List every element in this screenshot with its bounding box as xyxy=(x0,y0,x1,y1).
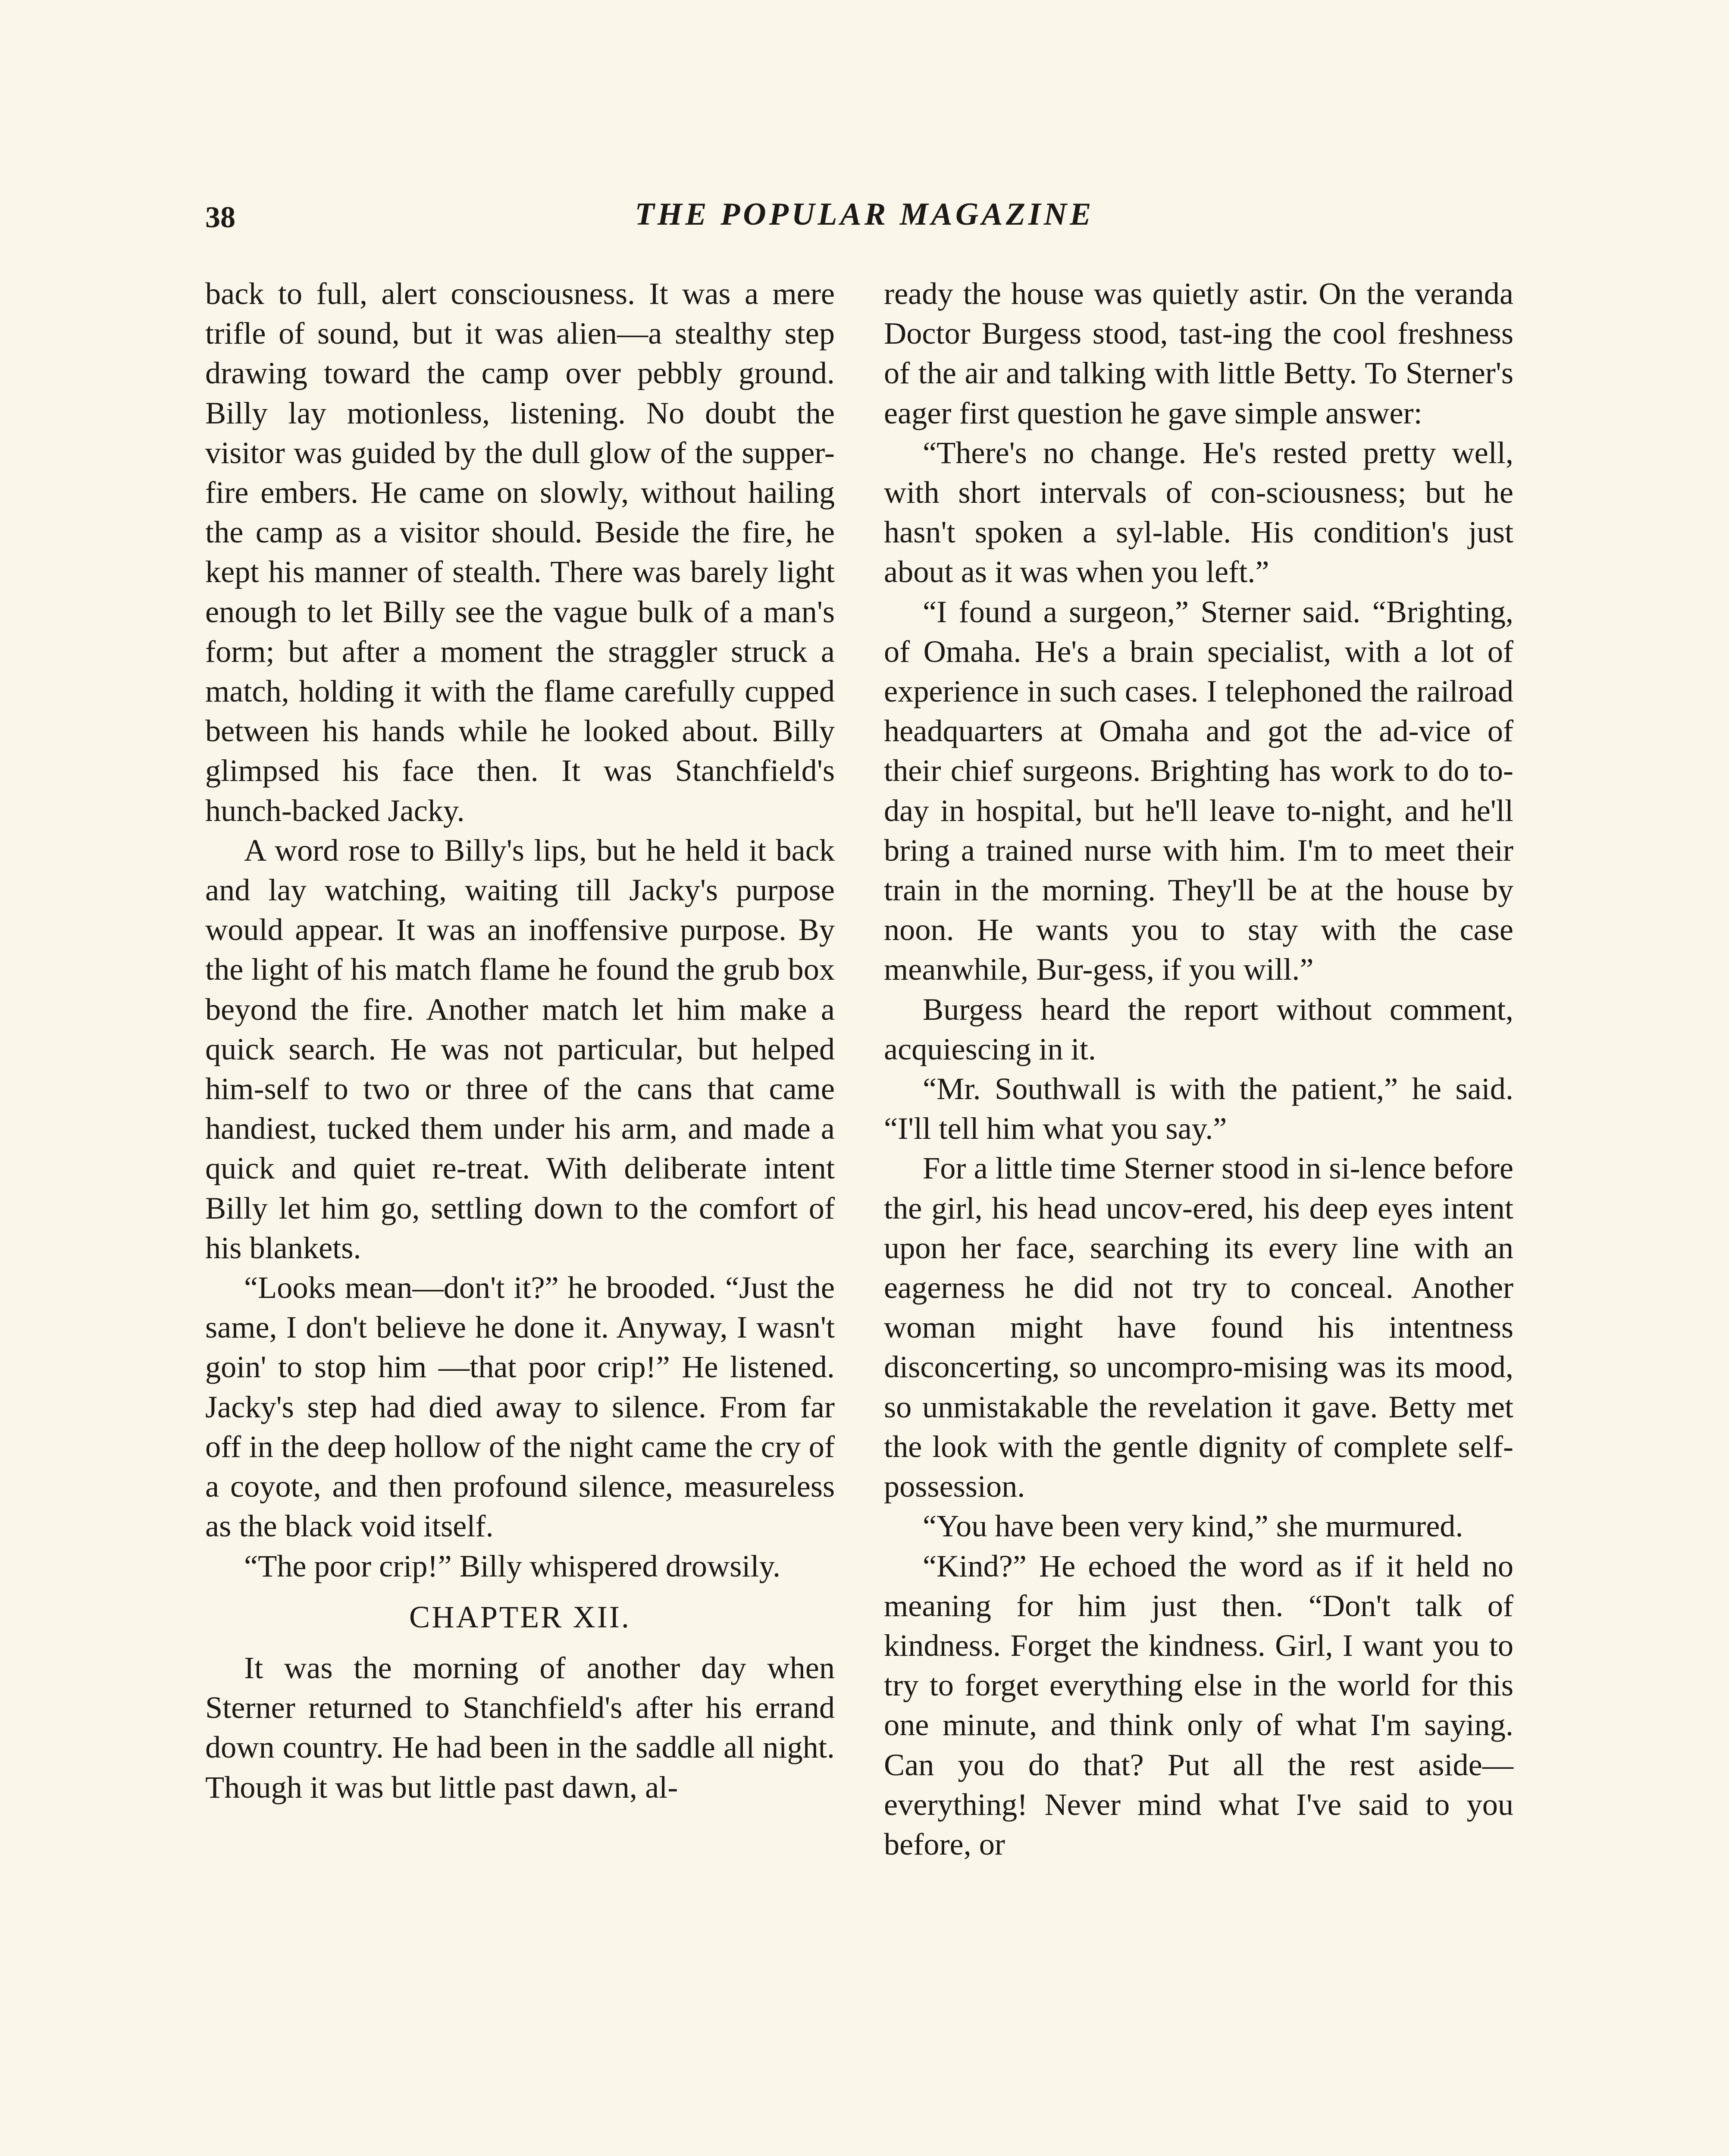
paragraph: Burgess heard the report without comment, acquiescing in it. xyxy=(884,992,1513,1066)
paragraph: “Looks mean—don't it?” he brooded. “Just the same, I don't believe he done it. Anyway, I wasn't goin' to stop him —that poor crip!” He listened. Jacky's step had died away to silence. From far off in the deep hollow of the night came the cry of a coyote, and then profound silence, measureless as the black void itself. xyxy=(205,1270,835,1544)
paragraph: “The poor crip!” Billy whispered drowsily. xyxy=(244,1548,781,1583)
page-header xyxy=(0,196,1729,244)
paragraph: For a little time Sterner stood in si-lence before the girl, his head uncov-ered, his deep eyes intent upon her face, searching its every line with an eagerness he did not try to conceal. Another woman might have found his intentness disconcerting, so uncompro-mising was its mood, so unmistakable the revelation it gave. Betty met the look with the gentle dignity of complete self-possession. xyxy=(884,1151,1513,1504)
paragraph: “There's no change. He's rested pretty well, with short intervals of con-sciousness; but he hasn't spoken a syl-lable. His condition's just about as it was when you left.” xyxy=(884,435,1513,589)
paragraph: ready the house was quietly astir. On the veranda Doctor Burgess stood, tast-ing the cool freshness of the air and talking with little Betty. To Sterner's eager first question he gave simple answer: xyxy=(884,276,1513,430)
paragraph: “You have been very kind,” she murmured. xyxy=(923,1509,1463,1544)
paragraph: “Mr. Southwall is with the patient,” he said. “I'll tell him what you say.” xyxy=(884,1072,1513,1146)
running-title: THE POPULAR MAGAZINE xyxy=(635,197,1094,232)
paragraph: back to full, alert consciousness. It was a mere trifle of sound, but it was alien—a stealthy step drawing toward the camp over pebbly ground. Billy lay motionless, listening. No doubt the visitor was guided by the dull glow of the supper-fire embers. He came on slowly, without hailing the camp as a visitor should. Beside the fire, he kept his manner of stealth. There was barely light enough to let Billy see the vague bulk of a man's form; but after a moment the straggler struck a match, holding it with the flame carefully cupped between his hands while he looked about. Billy glimpsed his face then. It was Stanchfield's hunch-backed Jacky. xyxy=(205,276,835,828)
chapter-heading: CHAPTER XII. xyxy=(409,1599,631,1634)
page-number: 38 xyxy=(205,201,235,234)
left-column xyxy=(205,274,835,1807)
paragraph: “Kind?” He echoed the word as if it held no meaning for him just then. “Don't talk of kindness. Forget the kindness. Girl, I want you to try to forget everything else in the world for this one minute, and think only of what I'm saying. Can you do that? Put all the rest aside—everything! Never mind what I've said to you before, or xyxy=(884,1548,1513,1861)
paragraph: It was the morning of another day when Sterner returned to Stanchfield's after his errand down country. He had been in the saddle all night. Though it was but little past dawn, al- xyxy=(205,1650,835,1805)
paragraph: A word rose to Billy's lips, but he held it back and lay watching, waiting till Jacky's purpose would appear. It was an inoffensive purpose. By the light of his match flame he found the grub box beyond the fire. Another match let him make a quick search. He was not particular, but helped him-self to two or three of the cans that came handiest, tucked them under his arm, and made a quick and quiet re-treat. With deliberate intent Billy let him go, settling down to the comfort of his blankets. xyxy=(205,833,835,1265)
right-column xyxy=(884,274,1513,1864)
paragraph: “I found a surgeon,” Sterner said. “Brighting, of Omaha. He's a brain specialist, with a lot of experience in such cases. I telephoned the railroad headquarters at Omaha and got the ad-vice of their chief surgeons. Brighting has work to do to-day in hospital, but he'll leave to-night, and he'll bring a trained nurse with him. I'm to meet their train in the morning. They'll be at the house by noon. He wants you to stay with the case meanwhile, Bur-gess, if you will.” xyxy=(884,594,1513,987)
